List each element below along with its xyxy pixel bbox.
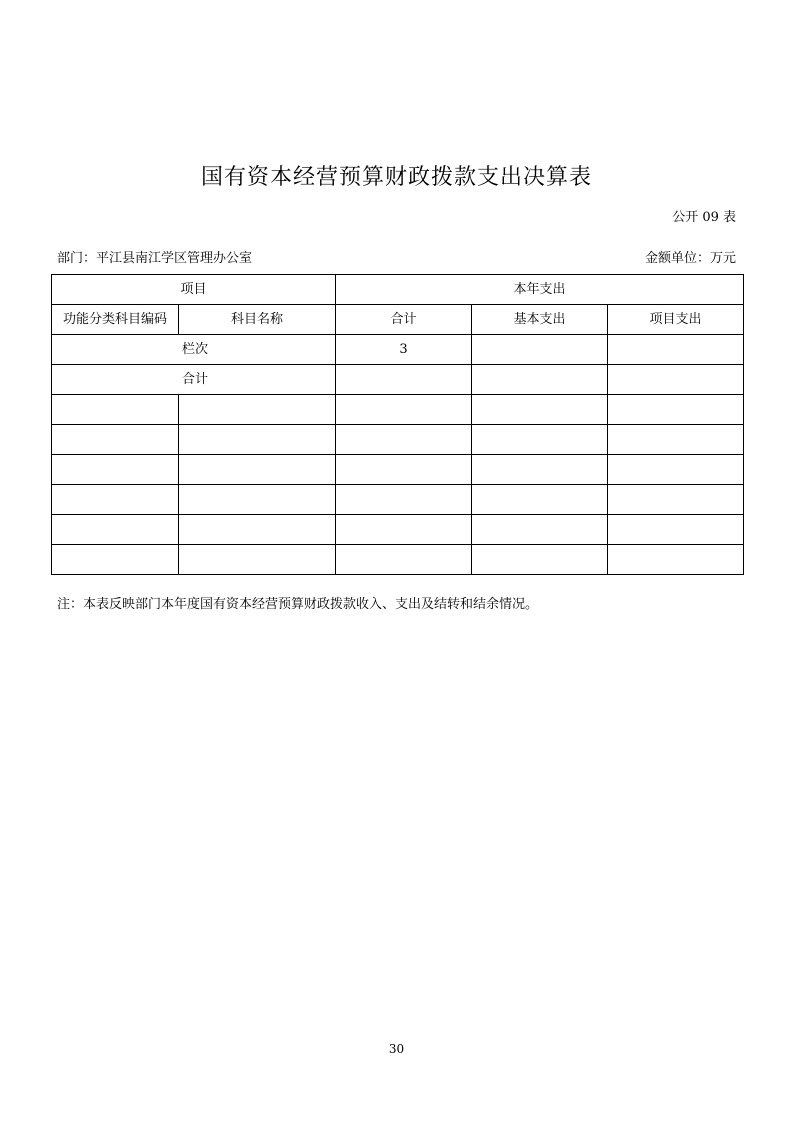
- table-cell: [472, 485, 608, 515]
- header-project-expenditure: 项目支出: [608, 305, 744, 335]
- table-cell: [336, 425, 472, 455]
- table-cell: [336, 485, 472, 515]
- table-row: [52, 485, 744, 515]
- table-cell: [179, 425, 336, 455]
- table-cell: [336, 395, 472, 425]
- table-cell: [608, 545, 744, 575]
- table-header-group-row: [52, 275, 744, 305]
- table-row: [52, 395, 744, 425]
- unit-label: 金额单位：万元: [644, 251, 736, 266]
- table-cell: [472, 455, 608, 485]
- budget-table: [51, 274, 744, 575]
- table-cell: [336, 545, 472, 575]
- table-cell: [336, 455, 472, 485]
- total-basic: [472, 365, 608, 395]
- table-cell: [52, 395, 179, 425]
- table-cell: [336, 515, 472, 545]
- header-item-name: 科目名称: [179, 305, 336, 335]
- department-label: 部门：平江县南江学区管理办公室: [57, 251, 253, 266]
- header-total: 合计: [336, 305, 472, 335]
- table-cell: [52, 545, 179, 575]
- header-project-group: 项目: [52, 275, 336, 305]
- table-cell: [179, 395, 336, 425]
- table-cell: [179, 455, 336, 485]
- form-code: 公开 09 表: [672, 210, 736, 225]
- table-cell: [608, 515, 744, 545]
- total-project: [608, 365, 744, 395]
- table-cell: [608, 395, 744, 425]
- table-cell: [472, 425, 608, 455]
- page-number: 30: [388, 1042, 405, 1056]
- table-cell: [472, 395, 608, 425]
- table-row: [52, 455, 744, 485]
- header-expenditure-group: 本年支出: [336, 275, 744, 305]
- footnote: 注：本表反映部门本年度国有资本经营预算财政拨款收入、支出及结转和结余情况。: [57, 597, 539, 612]
- total-label: 合计: [52, 365, 336, 395]
- table-cell: [179, 515, 336, 545]
- column-index-basic: [472, 335, 608, 365]
- table-row-total: [52, 365, 744, 395]
- table-cell: [52, 425, 179, 455]
- table-cell: [608, 425, 744, 455]
- table-cell: [472, 515, 608, 545]
- table-row: [52, 545, 744, 575]
- table-cell: [472, 545, 608, 575]
- table-row: [52, 515, 744, 545]
- table-cell: [179, 545, 336, 575]
- table-cell: [52, 455, 179, 485]
- table-cell: [52, 515, 179, 545]
- column-index-total: 3: [336, 335, 472, 365]
- table-cell: [608, 455, 744, 485]
- page-title: 国有资本经营预算财政拨款支出决算表: [200, 165, 592, 190]
- table-cell: [608, 485, 744, 515]
- header-basic-expenditure: 基本支出: [472, 305, 608, 335]
- column-index-label: 栏次: [52, 335, 336, 365]
- table-cell: [179, 485, 336, 515]
- table-header-row: [52, 305, 744, 335]
- table-row-column-index: [52, 335, 744, 365]
- table-row: [52, 425, 744, 455]
- total-value: [336, 365, 472, 395]
- column-index-project: [608, 335, 744, 365]
- header-function-code: 功能分类科目编码: [52, 305, 179, 335]
- table-cell: [52, 485, 179, 515]
